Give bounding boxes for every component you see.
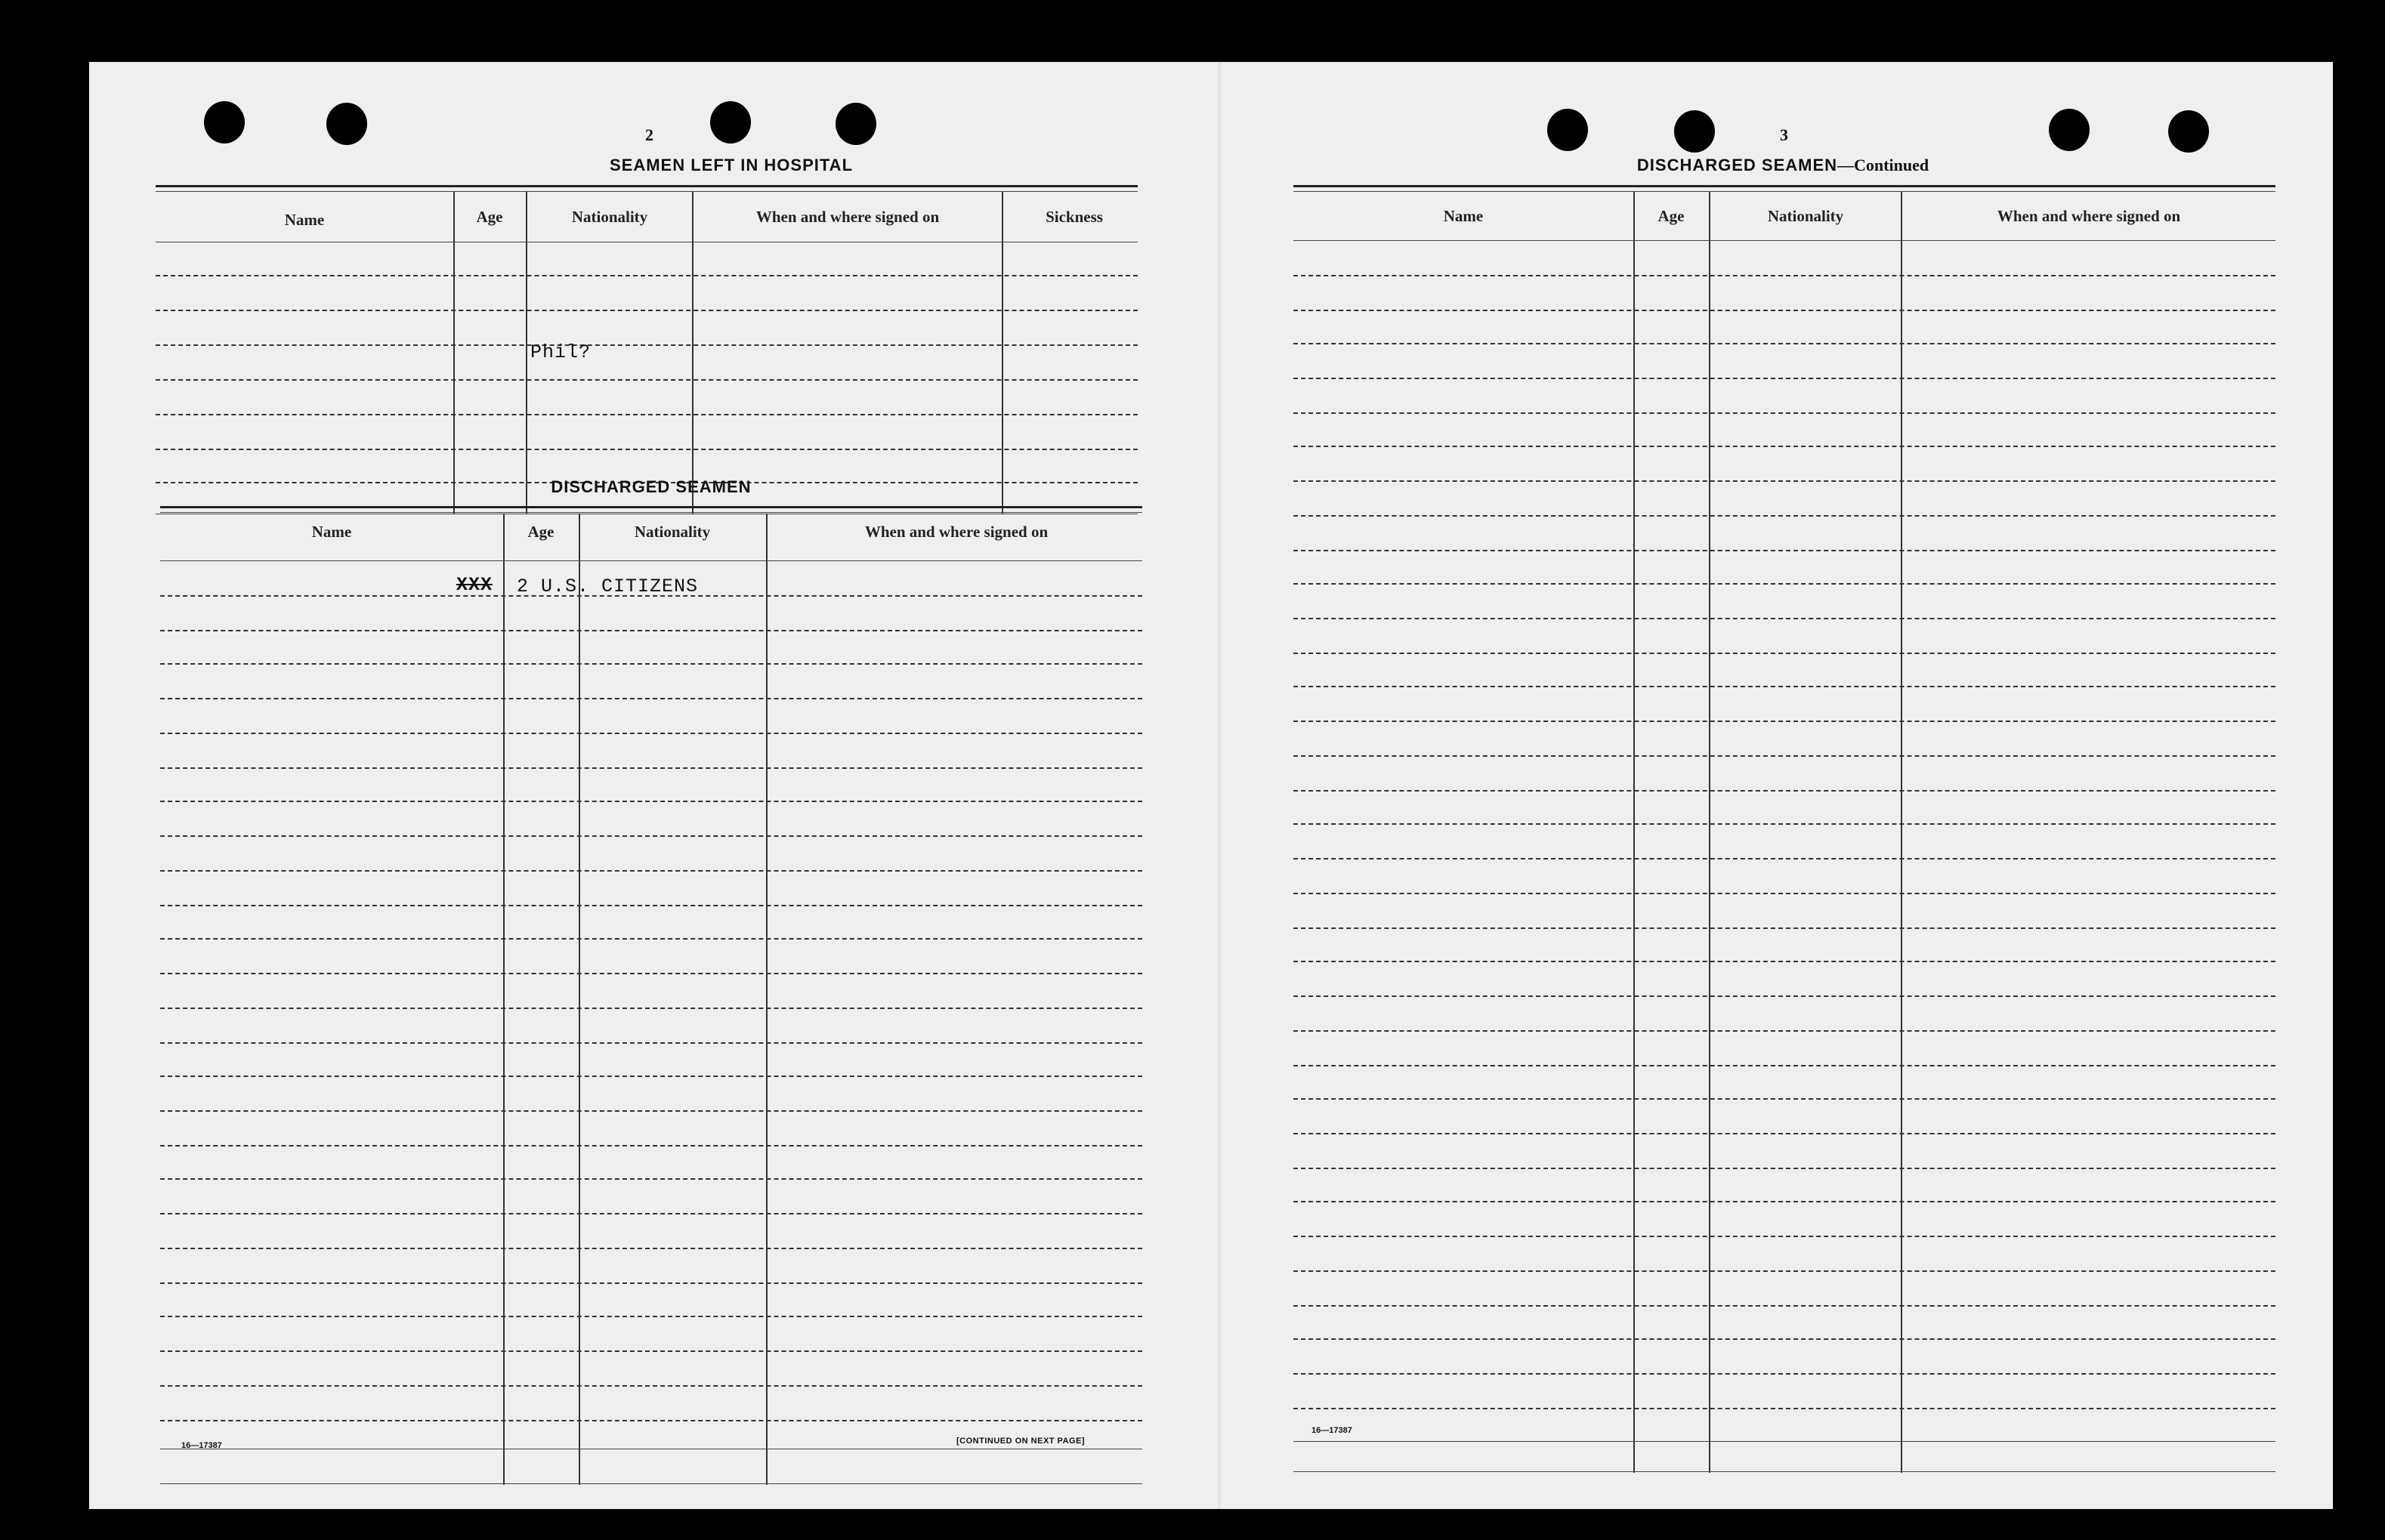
form-sheet	[89, 62, 2333, 1509]
table-top-rule	[160, 512, 1142, 513]
discharged-continued-title	[1292, 156, 2274, 175]
hospital-section-title: SEAMEN LEFT IN HOSPITAL	[609, 156, 854, 174]
entry-line	[160, 1008, 1142, 1009]
entry-line	[1293, 583, 2275, 585]
entry-line	[1293, 618, 2275, 619]
column-divider	[1002, 192, 1003, 514]
entry-line	[156, 275, 1138, 276]
entry-line	[1293, 310, 2275, 311]
punch-hole	[1547, 109, 1588, 151]
entry-line	[160, 1145, 1142, 1147]
entry-line	[160, 1385, 1142, 1387]
entry-line	[1293, 1030, 2275, 1032]
typed-discharged-entry: 2 U.S. CITIZENS	[517, 576, 699, 597]
entry-line	[1293, 893, 2275, 894]
entry-line	[1293, 1201, 2275, 1202]
column-header-age: Age	[527, 523, 555, 541]
column-divider	[692, 192, 694, 514]
column-header-nationality: Nationality	[571, 208, 648, 226]
table-bottom-rule	[160, 1483, 1142, 1484]
entry-line	[160, 938, 1142, 940]
entry-line	[160, 1350, 1142, 1352]
form-number: 16—17387	[1311, 1426, 1352, 1435]
column-divider	[1901, 192, 1902, 1473]
entry-line	[160, 1248, 1142, 1249]
punch-hole	[2049, 109, 2090, 151]
punch-hole	[204, 101, 245, 144]
punch-hole	[710, 101, 751, 144]
column-header-signed-on: When and where signed on	[1997, 207, 2181, 225]
entry-line	[156, 449, 1138, 450]
entry-line	[160, 870, 1142, 872]
column-header-signed-on: When and where signed on	[864, 523, 1049, 541]
entry-line	[160, 801, 1142, 802]
column-divider	[766, 514, 768, 1485]
entry-line	[160, 1076, 1142, 1077]
entry-line	[1293, 721, 2275, 722]
column-divider	[453, 192, 455, 514]
title-continued: —Continued	[1837, 156, 1929, 174]
entry-line	[1293, 1168, 2275, 1169]
entry-line	[1293, 446, 2275, 447]
entry-line	[160, 973, 1142, 974]
entry-line	[160, 1042, 1142, 1044]
entry-line	[1293, 1236, 2275, 1237]
entry-line	[1293, 686, 2275, 687]
entry-line	[156, 344, 1138, 346]
entry-line	[1293, 480, 2275, 482]
column-divider	[1633, 192, 1635, 1473]
entry-line	[1293, 378, 2275, 379]
column-header-signed-on: When and where signed on	[755, 208, 940, 226]
table-bottom-rule	[1293, 1471, 2275, 1472]
typed-strikeout: XXX	[456, 574, 493, 596]
column-header-name: Name	[284, 211, 325, 229]
entry-line	[160, 1213, 1142, 1214]
punch-hole	[2168, 110, 2209, 153]
page-number: 2	[645, 125, 653, 144]
entry-line	[1293, 412, 2275, 414]
entry-line	[1293, 1305, 2275, 1307]
form-number: 16—17387	[181, 1441, 222, 1450]
entry-line	[1293, 823, 2275, 825]
column-header-name: Name	[311, 523, 352, 541]
table-top-rule	[160, 506, 1142, 508]
entry-line	[1293, 790, 2275, 792]
column-divider	[526, 192, 527, 514]
entry-line	[160, 630, 1142, 631]
column-header-sickness: Sickness	[1046, 208, 1103, 226]
continued-note: [CONTINUED ON NEXT PAGE]	[956, 1437, 1086, 1446]
table-top-rule	[1293, 185, 2275, 187]
entry-line	[160, 1282, 1142, 1284]
entry-line	[1293, 1373, 2275, 1375]
punch-hole	[1674, 110, 1715, 153]
entry-line	[1293, 755, 2275, 757]
entry-line	[1293, 1065, 2275, 1066]
header-underline	[160, 560, 1142, 561]
entry-line	[1293, 550, 2275, 551]
entry-line	[160, 767, 1142, 769]
entry-line	[1293, 515, 2275, 517]
table-bottom-rule	[1293, 1441, 2275, 1442]
entry-line	[160, 1420, 1142, 1421]
entry-line	[156, 379, 1138, 381]
entry-line	[156, 310, 1138, 311]
discharged-section-title: DISCHARGED SEAMEN	[551, 477, 752, 496]
table-top-rule	[1293, 191, 2275, 192]
column-header-name: Name	[1443, 207, 1484, 225]
column-header-age: Age	[1657, 207, 1685, 225]
punch-hole	[326, 103, 367, 145]
entry-line	[160, 1110, 1142, 1112]
entry-line	[160, 733, 1142, 734]
header-underline	[1293, 240, 2275, 241]
column-header-nationality: Nationality	[1767, 207, 1844, 225]
table-top-rule	[156, 191, 1138, 192]
column-header-nationality: Nationality	[634, 523, 711, 541]
entry-line	[160, 698, 1142, 699]
entry-line	[1293, 927, 2275, 929]
entry-line	[1293, 653, 2275, 654]
page-number: 3	[1780, 125, 1788, 144]
column-header-age: Age	[476, 208, 503, 226]
entry-line	[160, 835, 1142, 837]
entry-line	[1293, 1098, 2275, 1100]
entry-line	[1293, 1270, 2275, 1272]
column-divider	[1709, 192, 1710, 1473]
entry-line	[1293, 1338, 2275, 1340]
title-main: DISCHARGED SEAMEN	[1636, 156, 1838, 174]
entry-line	[1293, 1133, 2275, 1134]
entry-line	[160, 1316, 1142, 1317]
entry-line	[160, 1178, 1142, 1180]
entry-line	[156, 414, 1138, 415]
entry-line	[1293, 961, 2275, 962]
page-fold	[1218, 62, 1221, 1509]
table-top-rule	[156, 185, 1138, 187]
typed-nationality-entry: Phil?	[530, 341, 592, 363]
column-divider	[579, 514, 580, 1485]
entry-line	[160, 663, 1142, 665]
column-divider	[503, 514, 505, 1485]
entry-line	[1293, 1408, 2275, 1409]
entry-line	[160, 905, 1142, 906]
entry-line	[1293, 275, 2275, 276]
entry-line	[1293, 995, 2275, 997]
entry-line	[1293, 858, 2275, 859]
punch-hole	[836, 103, 876, 145]
entry-line	[1293, 343, 2275, 344]
